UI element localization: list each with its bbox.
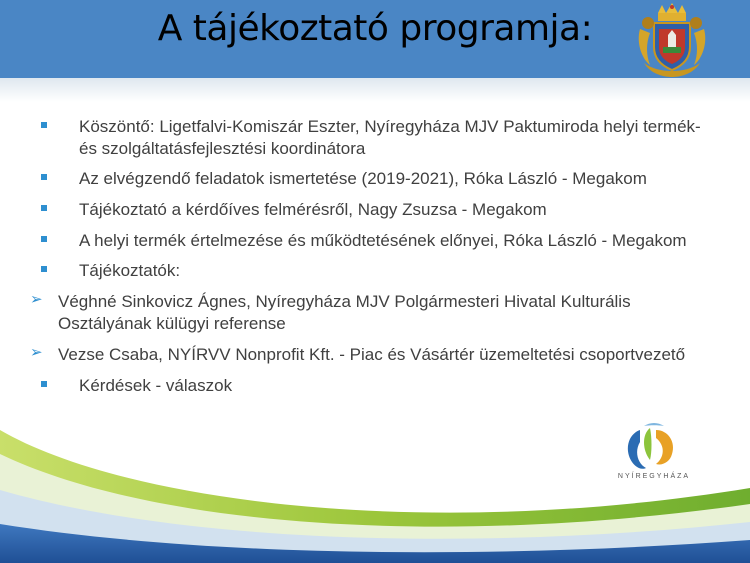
list-item — [38, 168, 718, 190]
list-item-text: Tájékoztató a kérdőíves felmérésről, Nagy Zsuzsa - Megakom — [79, 200, 547, 219]
list-subitem — [30, 344, 718, 366]
square-bullet-icon — [41, 266, 47, 272]
header-shadow — [0, 78, 750, 102]
list-item-text: Véghné Sinkovicz Ágnes, Nyíregyháza MJV Polgármesteri Hivatal Kulturális Osztályának külügyi referense — [58, 292, 631, 333]
list-item-text: Köszöntő: Ligetfalvi-Komiszár Eszter, Nyíregyháza MJV Paktumiroda helyi termék- és szolgáltatásfejlesztési koordinátora — [79, 117, 701, 158]
list-item — [38, 375, 718, 397]
coat-of-arms-icon — [636, 3, 708, 79]
list-item-text: A helyi termék értelmezése és működtetésének előnyei, Róka László - Megakom — [79, 231, 687, 250]
square-bullet-icon — [41, 174, 47, 180]
square-bullet-icon — [41, 205, 47, 211]
list-item — [38, 199, 718, 221]
square-bullet-icon — [41, 236, 47, 242]
list-item-text: Vezse Csaba, NYÍRVV Nonprofit Kft. - Piac és Vásártér üzemeltetési csoportvezető — [58, 345, 686, 364]
logo-wordmark: NYÍREGYHÁZA — [617, 473, 691, 480]
slide-title: A tájékoztató programja: — [157, 8, 593, 49]
list-item-text: Tájékoztatók: — [79, 261, 181, 280]
agenda-list — [30, 116, 718, 397]
list-item — [38, 116, 718, 160]
arrow-bullet-icon: ➢ — [30, 344, 43, 361]
square-bullet-icon — [41, 122, 47, 128]
arrow-bullet-icon: ➢ — [30, 291, 43, 308]
list-item-text: Az elvégzendő feladatok ismertetése (2019-2021), Róka László - Megakom — [79, 169, 647, 188]
list-item-text: Kérdések - válaszok — [79, 376, 233, 395]
square-bullet-icon — [41, 381, 47, 387]
list-item — [38, 260, 718, 282]
list-item — [38, 230, 718, 252]
list-subitem — [30, 291, 718, 335]
